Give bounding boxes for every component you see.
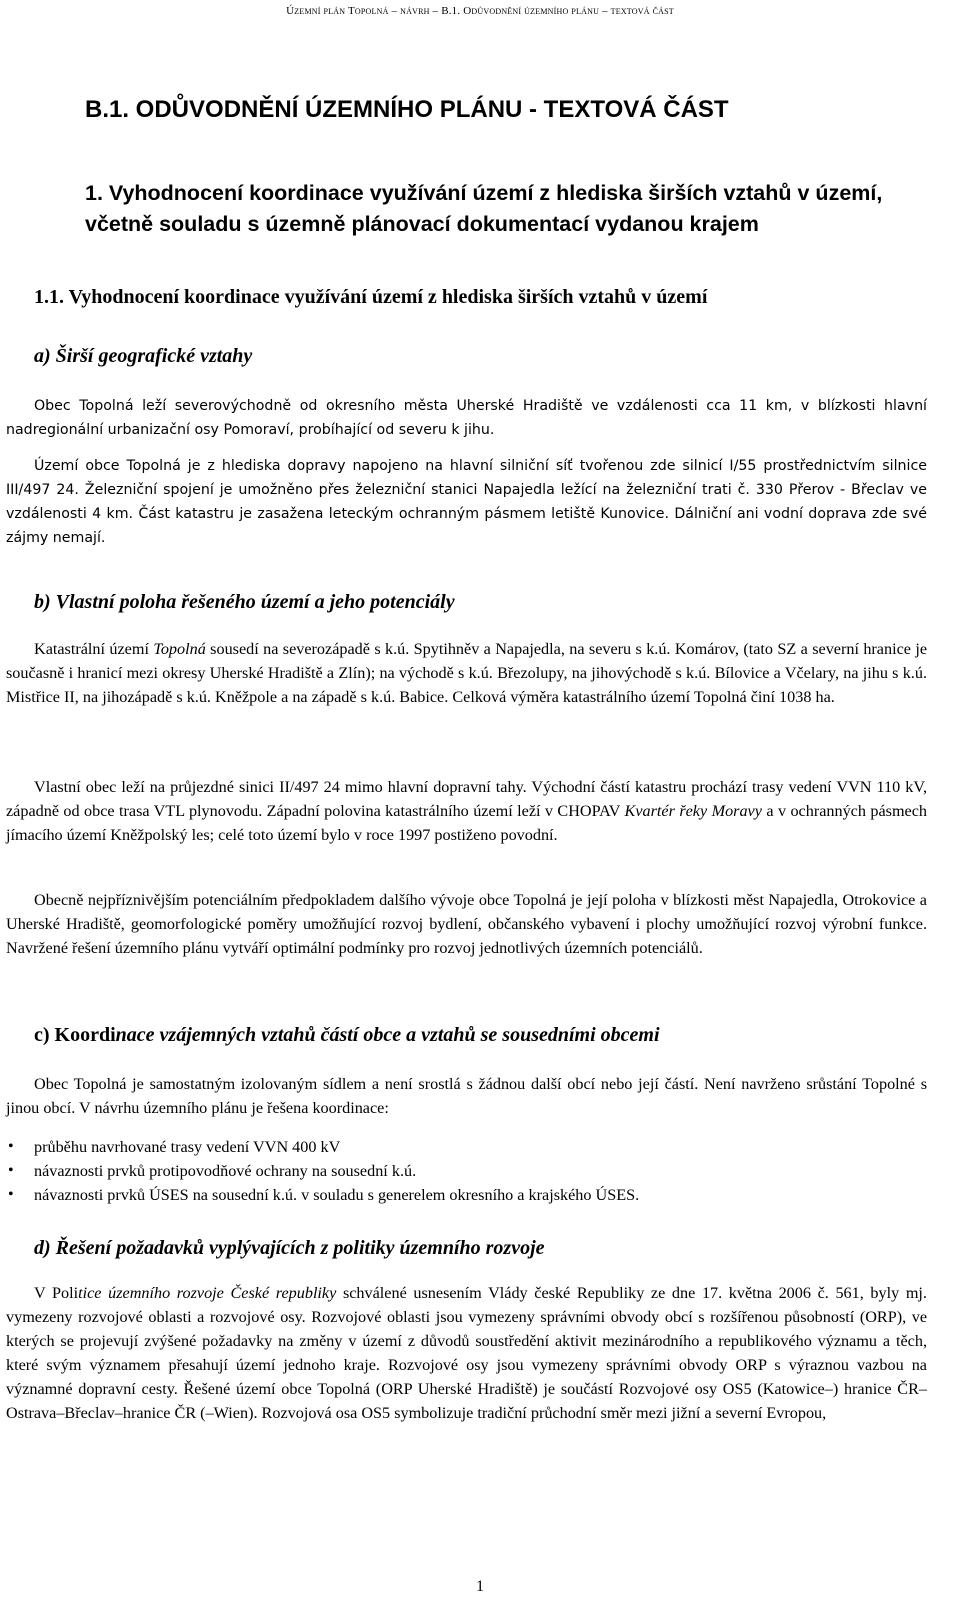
paragraph-d1 <box>6 1281 927 1425</box>
paragraph-d1-text-a: V Poli <box>34 1284 79 1302</box>
paragraph-b1-text-b: sousedí na severozápadě s k.ú. Spytihněv a Napajedla, na severu s k.ú. Komárov, (tato SZ a severní hranice je současně i hranicí mezi okresy Uherské Hradiště a Zlín); na východě s k.ú. Březolupy, na jihovýchodě s k.ú. Bílovice a Včelary, na jihu s k.ú. Mistřice II, na jihozápadě s k.ú. Kněžpole a na západě s k.ú. Babice. Celková výměra katastrálního území Topolná činí 1038 ha. <box>6 640 928 706</box>
subheading-a: a) Širší geografické vztahy <box>34 345 253 367</box>
paragraph-b2-italic: Kvartér řeky Moravy <box>624 802 762 820</box>
subheading-c <box>34 1024 934 1047</box>
bullet-icon: • <box>8 1162 14 1179</box>
list-item <box>6 1135 927 1159</box>
paragraph-b1-italic: Topolná <box>153 640 206 658</box>
subheading-b: b) Vlastní poloha řešeného území a jeho potenciály <box>34 591 455 613</box>
paragraph-d1-text-b: schválené usnesením Vlády české Republiky ze dne 17. května 2006 č. 561, byly mj. vymezeny rozvojové oblasti a rozvojové osy. Rozvojové oblasti jsou vymezeny správními obvody obcí s rozšířenou působností (ORP), ve kterých se projevují zvýšené požadavky na změny v území z důvodů soustředění aktivit mezinárodního a republikového významu a těch, které svým významem přesahují území jednoho kraje. Rozvojové osy jsou vymezeny správními obvody ORP s výraznou vazbou na významné dopravní cesty. Řešené území obce Topolná (ORP Uherské Hradiště) je součástí Rozvojové osy OS5 (Katowice–) hranice ČR–Ostrava–Břeclav–hranice ČR (–Wien). Rozvojová osa OS5 symbolizuje tradiční průchodní směr mezi jižní a severní Evropou, <box>6 1284 927 1422</box>
document-title: B.1. ODŮVODNĚNÍ ÚZEMNÍHO PLÁNU - TEXTOVÁ ČÁST <box>85 96 729 123</box>
paragraph-b2-text-b: a v ochranných pásmech jímacího území Kněžpolský les; celé toto území bylo v roce 1997 postiženo povodní. <box>6 802 928 844</box>
bullet-icon: • <box>8 1138 14 1155</box>
paragraph-b2-text-a: Vlastní obec leží na průjezdné sinici II/497 24 mimo hlavní dopravní tahy. Východní částí katastru prochází trasy vedení VVN 110 kV, západně od obce trasa VTL plynovodu. Západní polovina katastrálního území leží v CHOPAV <box>6 778 927 820</box>
bullet-icon: • <box>8 1186 14 1203</box>
list-item-text: návaznosti prvků protipovodňové ochrany na sousední k.ú. <box>34 1162 417 1180</box>
chapter-title: 1. Vyhodnocení koordinace využívání území z hlediska širších vztahů v území, včetně souladu s územně plánovací dokumentací vydanou krajem <box>85 181 883 236</box>
list-item <box>6 1159 927 1183</box>
paragraph-a1: Obec Topolná leží severovýchodně od okresního města Uherské Hradiště ve vzdálenosti cca 11 km, v blízkosti hlavní nadregionální urbanizační osy Pomoraví, probíhající od severu k jihu. <box>6 398 927 438</box>
paragraph-d1-italic: tice územního rozvoje České republiky <box>78 1284 337 1302</box>
running-header: Územní plán Topolná – návrh – B.1. Odůvodnění územního plánu – textová část <box>286 5 674 17</box>
paragraph-b3: Obecně nejpříznivějším potenciálním předpokladem dalšího vývoje obce Topolná je její poloha v blízkosti měst Napajedla, Otrokovice a Uherské Hradiště, geomorfologické poměry umožňující rozvoj bydlení, občanského vybavení i plochy umožňující rozvoj výrobní funkce. Navržené řešení územního plánu vytváří optimální podmínky pro rozvoj jednotlivých územních potenciálů. <box>6 891 927 957</box>
section-title: 1.1. Vyhodnocení koordinace využívání území z hlediska širších vztahů v území <box>34 286 708 308</box>
page-number: 1 <box>476 1578 484 1595</box>
paragraph-b1-text-a: Katastrální území <box>34 640 154 658</box>
list-item <box>6 1183 927 1207</box>
subheading-d: d) Řešení požadavků vyplývajících z politiky územního rozvoje <box>34 1237 545 1259</box>
subheading-c-bold: c) Koordi <box>34 1024 116 1046</box>
subheading-c-bold-italic: nace vzájemných vztahů částí obce a vztahů se sousedními obcemi <box>115 1024 660 1046</box>
paragraph-b2 <box>6 775 927 847</box>
list-item-text: návaznosti prvků ÚSES na sousední k.ú. v souladu s generelem okresního a krajského ÚSES. <box>34 1186 640 1204</box>
list-item-text: průběhu navrhované trasy vedení VVN 400 kV <box>34 1138 341 1156</box>
paragraph-b1 <box>6 637 927 709</box>
paragraph-c1: Obec Topolná je samostatným izolovaným sídlem a není srostlá s žádnou další obcí nebo její částí. Není navrženo srůstání Topolné s jinou obcí. V návrhu územního plánu je řešena koordinace: <box>6 1075 927 1117</box>
paragraph-a2: Území obce Topolná je z hlediska dopravy napojeno na hlavní silniční síť tvořenou zde silnicí I/55 prostřednictvím silnice III/497 24. Železniční spojení je umožněno přes železniční stanici Napajedla ležící na železniční trati č. 330 Přerov - Břeclav ve vzdálenosti 4 km. Část katastru je zasažena leteckým ochranným pásmem letiště Kunovice. Dálniční ani vodní doprava zde své zájmy nemají. <box>6 458 927 546</box>
coordination-list <box>6 1135 927 1207</box>
